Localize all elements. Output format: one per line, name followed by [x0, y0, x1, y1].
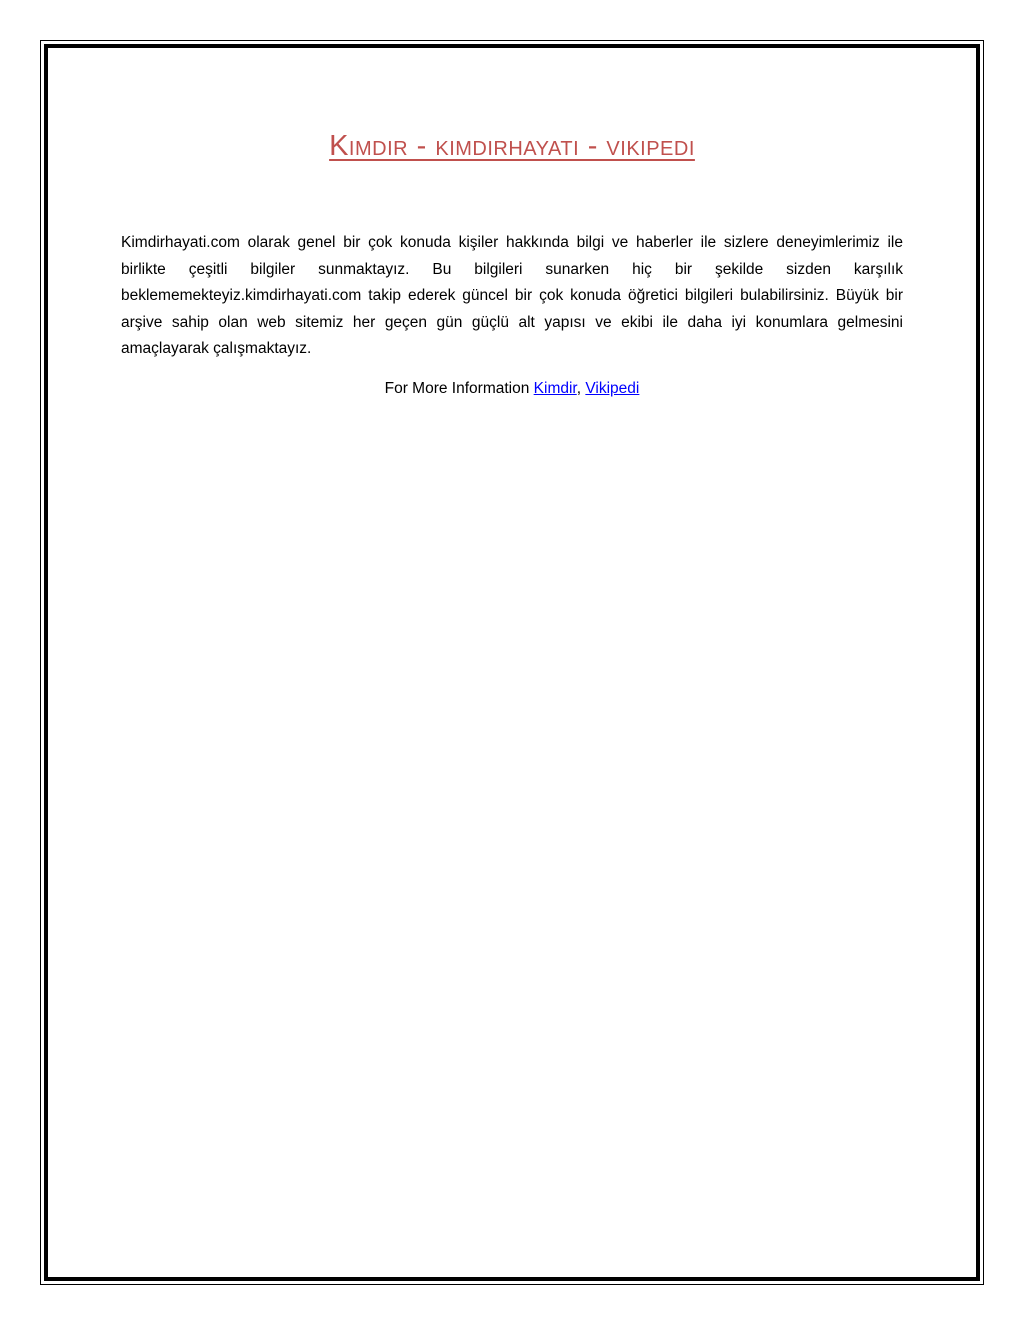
- more-information-line: [0, 376, 1024, 402]
- vikipedi-link[interactable]: Vikipedi: [585, 380, 640, 397]
- link-separator: ,: [576, 380, 586, 397]
- document-title: [0, 124, 1024, 168]
- more-information-label: For More Information: [384, 380, 534, 397]
- kimdir-link[interactable]: Kimdir: [533, 380, 577, 397]
- body-paragraph: Kimdirhayati.com olarak genel bir çok konuda kişiler hakkında bilgi ve haberler ile sizlere deneyimlerimiz ile birlikte çeşitli bilgiler sunmaktayız. Bu bilgileri sunarken hiç bir şekilde sizden karşılık beklememekteyiz.kimdirhayati.com takip ederek güncel bir çok konuda öğretici bilgileri bulabilirsiniz. Büyük bir arşive sahip olan web sitemiz her geçen gün güçlü alt yapısı ve ekibi ile daha iyi konumlara gelmesini amaçlayarak çalışmaktayız.: [121, 234, 903, 357]
- document-title-text: Kimdir - kimdirhayati - vikipedi: [329, 130, 695, 162]
